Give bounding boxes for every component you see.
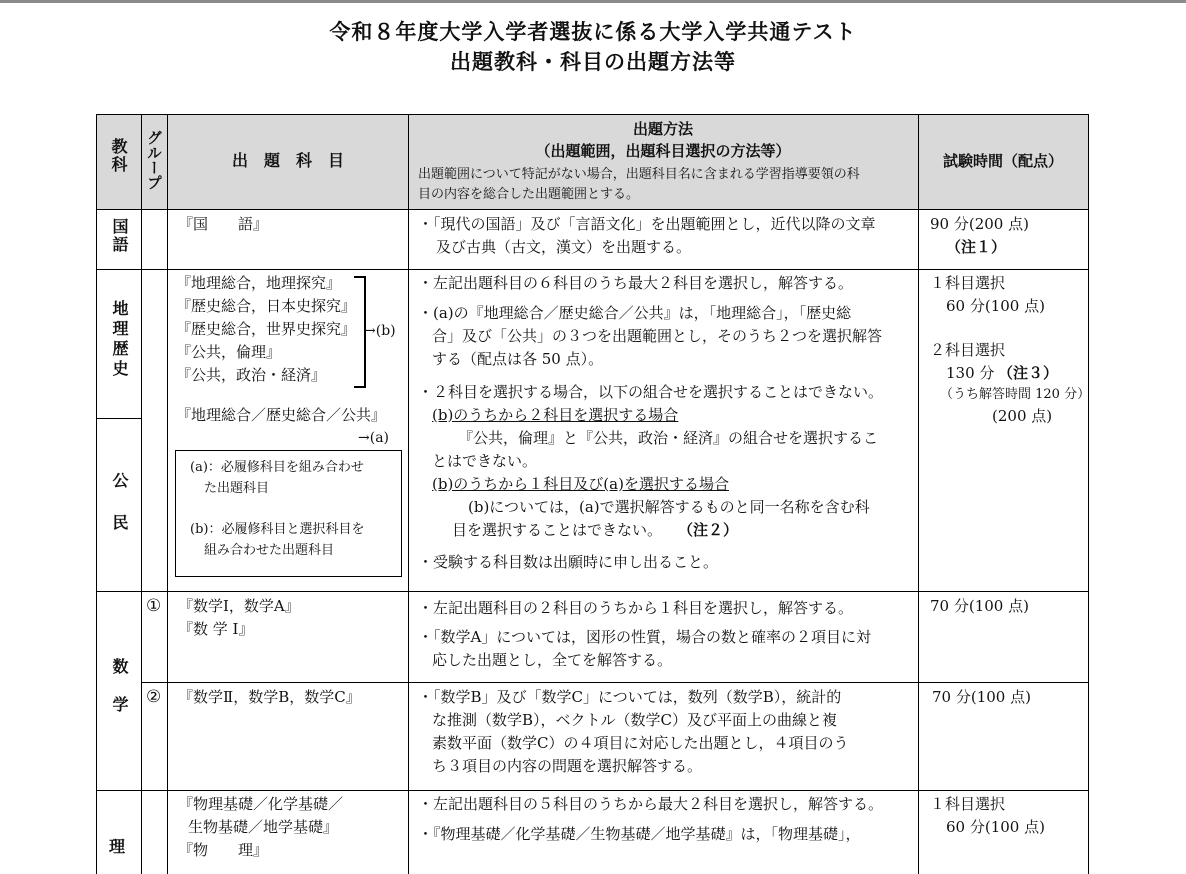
subject-geo-a: 『地理総合／歴史総合／公共』 — [176, 406, 387, 424]
legend-a-1: (a)：必履修科目を組み合わせ — [190, 460, 364, 475]
method-geo-3-head2: (b)のうちから１科目及び(a)を選択する場合 — [432, 475, 729, 493]
subject-geo-4: 『公共，倫理』 — [176, 343, 282, 361]
header-method-title: 出題方法 — [632, 120, 693, 138]
header-subjects: 出 題 科 目 — [231, 151, 344, 170]
time-kokugo: 90 分(200 点) — [930, 215, 1029, 233]
time-geo-1-value: 60 分(100 点) — [946, 297, 1045, 315]
subject-geo-5: 『公共，政治・経済』 — [176, 366, 327, 384]
label-chireki: 地理歴史 — [110, 300, 129, 380]
method-geo-3-head1: (b)のうちから２科目を選択する場合 — [432, 406, 679, 424]
subject-math-1: 『数 学 Ⅰ』 — [178, 620, 254, 638]
time-geo-2: ２科目選択 — [930, 341, 1006, 359]
label-sugaku: 数学 — [110, 658, 129, 734]
method-kokugo-2: 及び古典（古文，漢文）を出題する。 — [436, 238, 692, 256]
legend-b-1: (b)：必履修科目と選択科目を — [190, 522, 365, 537]
time-math2: 70 分(100 点) — [932, 688, 1031, 706]
document-title: 令和８年度大学入学者選抜に係る大学入学共通テスト — [329, 20, 857, 44]
time-geo-2-value: 130 分 — [946, 364, 995, 382]
header-method-note1: 出題範囲について特記がない場合，出題科目名に含まれる学習指導要領の科 — [418, 167, 860, 182]
label-rika: 理 — [109, 837, 126, 856]
method-geo-3-text2a: (b)については，(a)で選択解答するものと同一名称を含む科 — [468, 498, 870, 516]
arrow-a: →(a) — [358, 430, 390, 446]
time-geo-2-points: (200 点) — [992, 407, 1053, 425]
group-2: ② — [146, 687, 162, 707]
method-geo-2a: ・(a)の『地理総合／歴史総合／公共』は，「地理総合」，「歴史総 — [418, 304, 852, 322]
method-kokugo-1: ・「現代の国語」及び「言語文化」を出題範囲とし，近代以降の文章 — [418, 215, 876, 233]
method-math2-3: 素数平面（数学C）の４項目に対応した出題とし，４項目のう — [432, 734, 849, 752]
label-kokugo: 国語 — [110, 218, 129, 254]
legend-a-2: た出題科目 — [204, 481, 270, 496]
header-method-sub: （出題範囲，出題科目選択の方法等） — [535, 142, 791, 160]
time-geo-2-note: （注３） — [998, 364, 1059, 382]
subject-geo-1: 『地理総合，地理探究』 — [176, 274, 342, 292]
method-geo-3-note: （注２） — [678, 521, 739, 539]
time-sci-1-value: 60 分(100 点) — [946, 818, 1045, 836]
method-math1-2a: ・「数学A」については，図形の性質，場合の数と確率の２項目に対 — [418, 628, 872, 646]
time-sci-1: １科目選択 — [930, 795, 1006, 813]
subject-math-2: 『数学Ⅱ，数学B，数学C』 — [178, 688, 361, 706]
label-komin: 公民 — [110, 472, 129, 556]
top-rule — [0, 0, 1186, 3]
legend-b-2: 組み合わせた出題科目 — [204, 543, 335, 558]
time-geo-1: １科目選択 — [930, 274, 1006, 292]
method-math1-2b: 応した出題とし，全てを解答する。 — [432, 651, 673, 669]
method-geo-2b: 合」及び「公共」の３つを出題範囲とし，そのうち２つを選択解答 — [432, 327, 883, 345]
note-kokugo: （注１） — [946, 238, 1007, 256]
method-sci-2: ・『物理基礎／化学基礎／生物基礎／地学基礎』は，「物理基礎」， — [418, 825, 861, 843]
method-geo-4: ・受験する科目数は出願時に申し出ること。 — [418, 553, 719, 571]
method-geo-1: ・左記出題科目の６科目のうち最大２科目を選択し，解答する。 — [418, 274, 854, 292]
header-group: グループ — [145, 130, 163, 190]
method-sci-1: ・左記出題科目の５科目のうちから最大２科目を選択し，解答する。 — [418, 795, 884, 813]
time-math1: 70 分(100 点) — [930, 597, 1029, 615]
method-geo-2c: する（配点は各 50 点）。 — [432, 350, 604, 368]
subject-sci-1: 『物理基礎／化学基礎／ — [178, 795, 344, 813]
header-time: 試験時間（配点） — [942, 152, 1063, 170]
document-subtitle: 出題教科・科目の出題方法等 — [450, 50, 736, 74]
exam-table — [96, 114, 1089, 874]
subject-geo-3: 『歴史総合，世界史探究』 — [176, 320, 357, 338]
header-method-note2: 目の内容を総合した出題範囲とする。 — [418, 187, 640, 202]
method-math2-4: ち３項目の内容の問題を選択解答する。 — [432, 757, 703, 775]
method-math2-2: な推測（数学B），ベクトル（数学C）及び平面上の曲線と複 — [432, 711, 838, 729]
group-1: ① — [146, 596, 162, 616]
header-kyoka: 教科 — [109, 138, 128, 174]
arrow-b: →(b) — [364, 323, 396, 339]
method-math1-1: ・左記出題科目の２科目のうちから１科目を選択し，解答する。 — [418, 599, 854, 617]
subject-math-1a: 『数学Ⅰ，数学A』 — [178, 597, 300, 615]
method-geo-3-text1a: 『公共，倫理』と『公共，政治・経済』の組合せを選択するこ — [458, 429, 879, 447]
time-geo-2-sub: （うち解答時間 120 分） — [940, 387, 1091, 402]
method-geo-3-text2b: 目を選択することはできない。 — [452, 521, 663, 539]
subject-sci-3: 『物 理』 — [178, 841, 269, 859]
method-math2-1: ・「数学B」及び「数学C」については，数列（数学B），統計的 — [418, 688, 842, 706]
method-geo-3: ・２科目を選択する場合，以下の組合せを選択することはできない。 — [418, 383, 884, 401]
subject-kokugo: 『国 語』 — [178, 215, 269, 233]
method-geo-3-text1b: とはできない。 — [432, 452, 538, 470]
subject-geo-2: 『歴史総合，日本史探究』 — [176, 297, 357, 315]
subject-sci-2: 生物基礎／地学基礎』 — [188, 818, 339, 836]
